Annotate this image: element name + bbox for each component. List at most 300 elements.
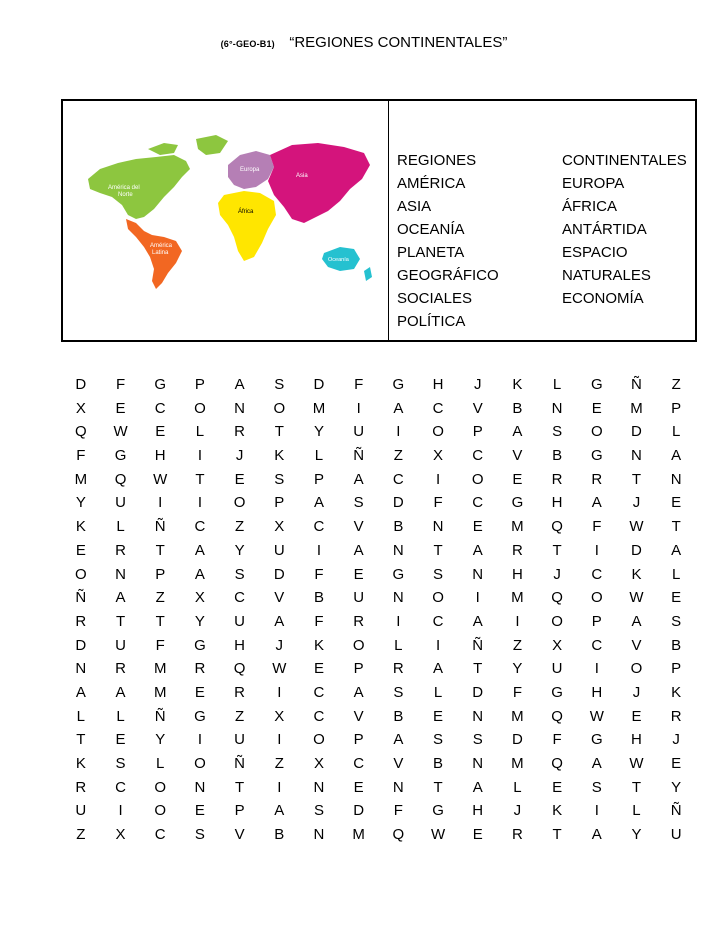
map-asia	[268, 143, 370, 223]
word-item: ASIA	[397, 198, 432, 215]
grid-letter: E	[194, 802, 205, 820]
grid-letter: A	[472, 541, 483, 559]
grid-letter: E	[671, 755, 682, 772]
word-list-row	[397, 310, 697, 333]
word-item: NATURALES	[562, 267, 651, 284]
map-label-asia: Asia	[296, 173, 308, 179]
grid-letter: N	[392, 589, 404, 607]
grid-letter: E	[552, 778, 563, 796]
grid-letter: Q	[551, 518, 563, 536]
grid-letter: F	[76, 447, 86, 465]
grid-letter: A	[274, 802, 285, 820]
word-list	[397, 149, 697, 333]
grid-letter: Ñ	[670, 802, 682, 820]
grid-letter: C	[353, 755, 365, 772]
grid-letter: L	[552, 376, 562, 393]
grid-letter: V	[353, 707, 364, 725]
grid-row	[61, 420, 697, 444]
grid-letter: Y	[75, 494, 86, 512]
grid-letter: Y	[234, 541, 245, 559]
grid-letter: P	[591, 612, 602, 630]
grid-letter: C	[591, 565, 603, 583]
grid-letter: B	[393, 707, 404, 725]
grid-letter: F	[314, 612, 324, 630]
grid-letter: Z	[76, 826, 86, 844]
grid-letter: D	[75, 376, 87, 393]
grid-letter: M	[511, 589, 524, 607]
grid-letter: I	[435, 470, 441, 488]
grid-letter: A	[353, 683, 364, 701]
grid-row	[61, 468, 697, 492]
grid-letter: C	[472, 494, 484, 512]
grid-letter: E	[631, 707, 642, 725]
word-item: ANTÁRTIDA	[562, 221, 647, 238]
grid-letter: E	[115, 731, 126, 749]
grid-letter: A	[115, 683, 126, 701]
grid-letter: M	[74, 470, 88, 488]
grid-letter: T	[631, 778, 642, 796]
grid-row	[61, 657, 697, 681]
word-item: ESPACIO	[562, 244, 628, 261]
grid-letter: U	[670, 826, 682, 844]
grid-letter: D	[631, 541, 642, 559]
map-label-north-america-2: Norte	[118, 192, 133, 198]
grid-letter: T	[473, 660, 483, 678]
grid-letter: T	[433, 541, 443, 559]
grid-letter: Z	[512, 636, 522, 654]
grid-letter: A	[234, 376, 245, 393]
grid-row	[61, 491, 697, 515]
grid-letter: H	[472, 802, 484, 820]
grid-row	[61, 515, 697, 539]
word-item: AMÉRICA	[397, 175, 466, 192]
grid-letter: V	[393, 755, 404, 772]
grid-letter: Ñ	[154, 707, 166, 725]
grid-row	[61, 681, 697, 705]
grid-letter: Ñ	[75, 589, 87, 607]
grid-letter: O	[590, 423, 603, 441]
grid-letter: A	[353, 541, 364, 559]
grid-letter: X	[433, 447, 444, 465]
grid-row	[61, 705, 697, 729]
grid-letter: I	[197, 731, 202, 749]
grid-letter: P	[671, 399, 682, 417]
grid-letter: W	[629, 518, 644, 536]
grid-letter: H	[591, 683, 603, 701]
grid-letter: C	[313, 518, 325, 536]
grid-letter: A	[393, 399, 404, 417]
grid-row	[61, 823, 697, 847]
grid-letter: P	[671, 660, 682, 678]
grid-letter: S	[433, 731, 444, 749]
grid-letter: U	[234, 612, 246, 630]
word-search-grid	[61, 373, 697, 847]
grid-letter: O	[432, 423, 444, 441]
word-item: EUROPA	[562, 175, 625, 192]
grid-letter: Z	[671, 376, 681, 393]
grid-letter: B	[393, 518, 404, 536]
grid-letter: J	[632, 683, 641, 701]
word-item: ÁFRICA	[562, 198, 618, 215]
grid-letter: X	[313, 755, 324, 772]
grid-letter: G	[590, 376, 603, 393]
grid-letter: A	[591, 494, 602, 512]
grid-letter: W	[153, 470, 168, 488]
grid-letter: Y	[155, 731, 166, 749]
grid-letter: C	[154, 826, 166, 844]
grid-letter: Q	[551, 755, 563, 772]
grid-row	[61, 539, 697, 563]
word-item: GEOGRÁFICO	[397, 267, 499, 284]
grid-letter: T	[552, 826, 562, 844]
grid-letter: A	[671, 447, 682, 465]
grid-letter: L	[513, 778, 522, 796]
grid-letter: Y	[671, 778, 682, 796]
grid-letter: O	[233, 494, 246, 512]
grid-letter: D	[631, 423, 642, 441]
grid-letter: S	[353, 494, 364, 512]
grid-letter: R	[392, 660, 404, 678]
grid-letter: I	[277, 778, 282, 796]
grid-letter: P	[353, 660, 364, 678]
grid-letter: K	[75, 518, 86, 536]
grid-letter: O	[194, 755, 206, 772]
grid-letter: M	[153, 660, 167, 678]
grid-letter: N	[670, 470, 682, 488]
grid-letter: I	[197, 447, 202, 465]
grid-letter: Ñ	[234, 755, 246, 772]
grid-letter: W	[589, 707, 604, 725]
grid-letter: N	[631, 447, 642, 465]
grid-letter: O	[551, 612, 563, 630]
grid-letter: H	[432, 376, 444, 393]
grid-letter: Z	[235, 518, 245, 536]
grid-row	[61, 752, 697, 776]
grid-letter: E	[671, 494, 682, 512]
grid-letter: C	[432, 399, 444, 417]
grid-letter: E	[353, 778, 364, 796]
grid-letter: D	[392, 494, 404, 512]
grid-letter: E	[433, 707, 444, 725]
grid-letter: K	[552, 802, 563, 820]
grid-letter: I	[277, 731, 282, 749]
grid-letter: Ñ	[472, 636, 484, 654]
grid-letter: Z	[274, 755, 284, 772]
word-item: ECONOMÍA	[562, 290, 644, 307]
grid-letter: R	[194, 660, 206, 678]
grid-letter: I	[594, 802, 599, 820]
grid-letter: P	[353, 731, 364, 749]
grid-letter: L	[671, 423, 681, 441]
grid-letter: O	[313, 731, 325, 749]
grid-letter: I	[515, 612, 520, 630]
word-item: REGIONES	[397, 152, 477, 169]
word-item: OCEANÍA	[397, 221, 465, 238]
grid-letter: F	[552, 731, 562, 749]
worksheet-title: “REGIONES CONTINENTALES”	[289, 34, 508, 51]
grid-letter: A	[631, 612, 642, 630]
grid-letter: L	[195, 423, 205, 441]
grid-letter: H	[234, 636, 246, 654]
grid-letter: B	[512, 399, 523, 417]
grid-letter: Y	[194, 612, 205, 630]
map-north-america	[88, 143, 190, 219]
grid-letter: A	[194, 565, 205, 583]
grid-letter: M	[312, 399, 326, 417]
grid-letter: O	[154, 802, 167, 820]
grid-letter: K	[75, 755, 86, 772]
grid-letter: N	[472, 565, 484, 583]
grid-letter: G	[154, 376, 167, 393]
grid-letter: V	[512, 447, 523, 465]
grid-letter: H	[551, 494, 563, 512]
grid-letter: M	[352, 826, 365, 844]
grid-letter: H	[631, 731, 642, 749]
grid-letter: J	[553, 565, 561, 583]
grid-letter: F	[155, 636, 165, 654]
grid-letter: A	[671, 541, 682, 559]
grid-letter: N	[115, 565, 126, 583]
grid-letter: L	[116, 707, 125, 725]
grid-letter: N	[392, 778, 404, 796]
grid-letter: M	[511, 518, 524, 536]
grid-letter: D	[75, 636, 87, 654]
grid-letter: U	[353, 423, 365, 441]
grid-letter: V	[234, 826, 245, 844]
word-list-row	[397, 172, 697, 195]
map-label-europe: Europa	[240, 167, 260, 173]
grid-letter: S	[472, 731, 483, 749]
grid-letter: F	[512, 683, 522, 701]
grid-letter: T	[552, 541, 562, 559]
grid-letter: D	[273, 565, 285, 583]
grid-letter: D	[472, 683, 484, 701]
grid-row	[61, 373, 697, 397]
grid-letter: U	[115, 636, 126, 654]
grid-letter: G	[114, 447, 127, 465]
grid-letter: V	[353, 518, 364, 536]
grid-letter: C	[432, 612, 444, 630]
map-oceania	[322, 247, 372, 281]
grid-letter: L	[632, 802, 641, 820]
map-label-north-america-1: América del	[108, 185, 140, 191]
grid-letter: Q	[233, 660, 246, 678]
grid-letter: M	[511, 755, 524, 772]
grid-letter: X	[115, 826, 126, 844]
grid-letter: T	[433, 778, 443, 796]
grid-letter: O	[590, 589, 603, 607]
grid-row	[61, 563, 697, 587]
grid-letter: G	[590, 731, 603, 749]
grid-letter: K	[671, 683, 682, 701]
grid-letter: O	[471, 470, 484, 488]
grid-letter: B	[552, 447, 563, 465]
grid-letter: R	[234, 683, 246, 701]
grid-letter: E	[115, 399, 126, 417]
grid-letter: S	[671, 612, 682, 630]
grid-letter: E	[194, 683, 205, 701]
grid-letter: A	[75, 683, 86, 701]
grid-letter: V	[631, 636, 642, 654]
word-list-row	[397, 264, 697, 287]
grid-letter: S	[115, 755, 126, 772]
grid-letter: M	[630, 399, 643, 417]
grid-letter: O	[154, 778, 167, 796]
grid-letter: C	[154, 399, 166, 417]
grid-letter: F	[354, 376, 364, 393]
grid-letter: C	[194, 518, 206, 536]
grid-letter: C	[591, 636, 603, 654]
grid-letter: J	[513, 802, 522, 820]
grid-letter: E	[512, 470, 523, 488]
grid-letter: P	[472, 423, 483, 441]
grid-letter: Q	[75, 423, 87, 441]
grid-letter: P	[155, 565, 166, 583]
grid-letter: T	[115, 612, 126, 630]
grid-letter: L	[394, 636, 403, 654]
grid-letter: X	[552, 636, 563, 654]
grid-letter: P	[313, 470, 324, 488]
grid-letter: A	[313, 494, 324, 512]
word-list-row	[397, 149, 697, 172]
grid-letter: S	[274, 470, 285, 488]
grid-letter: F	[592, 518, 602, 536]
grid-letter: I	[277, 683, 282, 701]
grid-letter: O	[273, 399, 286, 417]
grid-letter: Z	[155, 589, 165, 607]
grid-letter: B	[671, 636, 682, 654]
grid-letter: G	[194, 707, 206, 725]
grid-letter: U	[551, 660, 563, 678]
grid-letter: X	[274, 518, 285, 536]
grid-letter: E	[671, 589, 682, 607]
grid-letter: L	[433, 683, 443, 701]
map-label-latin-america-2: Latina	[152, 250, 169, 256]
grid-letter: S	[433, 565, 444, 583]
grid-letter: G	[511, 494, 524, 512]
grid-letter: U	[234, 731, 246, 749]
grid-letter: C	[472, 447, 484, 465]
grid-letter: R	[511, 541, 523, 559]
grid-letter: V	[472, 399, 483, 417]
grid-letter: S	[274, 376, 285, 393]
grid-letter: Q	[551, 707, 563, 725]
grid-letter: I	[197, 494, 202, 512]
box-divider	[388, 101, 389, 340]
grid-row	[61, 397, 697, 421]
grid-letter: Ñ	[154, 518, 166, 536]
grid-letter: T	[631, 470, 642, 488]
grid-letter: T	[155, 612, 165, 630]
map-label-latin-america-1: América	[150, 243, 173, 249]
grid-letter: H	[154, 447, 166, 465]
grid-letter: R	[551, 470, 563, 488]
grid-letter: G	[194, 636, 206, 654]
grid-letter: Y	[512, 660, 523, 678]
grid-letter: G	[392, 376, 405, 393]
grid-letter: W	[272, 660, 287, 678]
grid-letter: A	[115, 589, 126, 607]
grid-letter: R	[353, 612, 365, 630]
grid-letter: J	[672, 731, 680, 749]
grid-letter: N	[472, 707, 484, 725]
grid-letter: A	[194, 541, 205, 559]
grid-letter: T	[195, 470, 205, 488]
map-label-africa: África	[238, 209, 254, 215]
grid-letter: J	[473, 376, 482, 393]
grid-letter: Q	[114, 470, 127, 488]
grid-letter: D	[511, 731, 523, 749]
grid-letter: A	[591, 755, 602, 772]
map-africa	[218, 191, 276, 261]
grid-letter: C	[234, 589, 246, 607]
grid-letter: X	[75, 399, 86, 417]
grid-letter: O	[194, 399, 206, 417]
grid-letter: O	[352, 636, 365, 654]
word-list-row	[397, 195, 697, 218]
grid-letter: C	[313, 683, 325, 701]
grid-letter: K	[512, 376, 523, 393]
grid-letter: F	[393, 802, 403, 820]
grid-letter: R	[115, 660, 126, 678]
grid-row	[61, 444, 697, 468]
grid-letter: I	[435, 636, 441, 654]
grid-letter: A	[353, 470, 364, 488]
grid-letter: G	[590, 447, 603, 465]
grid-letter: Q	[551, 589, 563, 607]
grid-row	[61, 728, 697, 752]
grid-letter: P	[194, 376, 205, 393]
grid-letter: R	[670, 707, 682, 725]
grid-letter: R	[75, 778, 87, 796]
grid-row	[61, 776, 697, 800]
grid-letter: U	[115, 494, 126, 512]
grid-letter: L	[76, 707, 86, 725]
grid-letter: L	[116, 518, 125, 536]
grid-letter: T	[76, 731, 86, 749]
word-list-row	[397, 218, 697, 241]
grid-letter: B	[433, 755, 444, 772]
grid-letter: I	[475, 589, 480, 607]
grid-letter: F	[433, 494, 443, 512]
grid-letter: T	[671, 518, 681, 536]
grid-letter: D	[313, 376, 325, 393]
grid-letter: Ñ	[353, 447, 365, 465]
grid-letter: R	[591, 470, 603, 488]
grid-letter: V	[274, 589, 285, 607]
grid-letter: I	[396, 423, 401, 441]
grid-letter: E	[472, 518, 483, 536]
grid-letter: P	[274, 494, 285, 512]
worksheet-header	[0, 34, 728, 52]
grid-letter: R	[75, 612, 87, 630]
grid-letter: T	[235, 778, 245, 796]
grid-letter: A	[472, 612, 483, 630]
grid-letter: S	[234, 565, 245, 583]
grid-letter: T	[155, 541, 165, 559]
grid-row	[61, 799, 697, 823]
grid-letter: E	[313, 660, 324, 678]
grid-letter: N	[313, 826, 325, 844]
grid-letter: S	[194, 826, 205, 844]
word-item: SOCIALES	[397, 290, 473, 307]
grid-letter: I	[158, 494, 163, 512]
grid-letter: E	[472, 826, 483, 844]
grid-letter: X	[274, 707, 285, 725]
grid-letter: C	[313, 707, 325, 725]
map-greenland	[196, 135, 228, 155]
grid-letter: G	[392, 565, 405, 583]
